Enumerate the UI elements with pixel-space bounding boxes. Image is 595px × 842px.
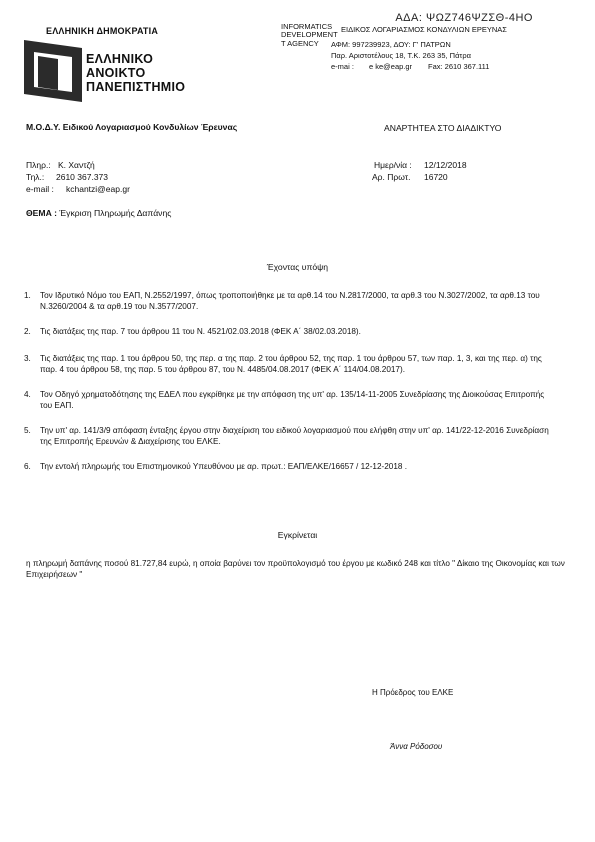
info-value: Κ. Χαντζή [58, 160, 95, 170]
department-title: Μ.Ο.Δ.Υ. Ειδικού Λογαριασμού Κονδυλίων Έρευνας [26, 122, 238, 132]
list-item [24, 326, 554, 337]
list-item-text: Τον Ιδρυτικό Νόμο του ΕΑΠ, Ν.2552/1997, όπως τροποποιήθηκε με τα αρθ.14 του Ν.2817/2000, τα αρθ.3 του Ν.3027/2002, τα αρθ.13 του Ν.3260/2004 & τα αρθ.19 του Ν.3577/2007. [40, 291, 540, 311]
university-name [86, 52, 185, 94]
university-line-3: ΠΑΝΕΠΙΣΤΗΜΙΟ [86, 80, 186, 94]
tel-value: 2610 367.373 [56, 172, 108, 182]
ada-code: ΑΔΑ: ΨΩΖ746ΨΖΣΘ-4ΗΟ [395, 12, 533, 24]
list-item-number: 3. [24, 354, 31, 363]
list-item-text: Την εντολή πληρωμής του Επιστημονικού Υπευθύνου με αρ. πρωτ.: ΕΑΠ/ΕΛΚΕ/16657 / 12-12-2018 . [40, 462, 408, 471]
posting-notice: ΑΝΑΡΤΗΤΕΑ ΣΤΟ ΔΙΑΔΙΚΤΥΟ [384, 123, 502, 133]
protocol-value: 16720 [424, 172, 448, 182]
subject-value: Έγκριση Πληρωμής Δαπάνης [59, 208, 172, 218]
agency-email-label: e-mai : [331, 62, 354, 71]
university-line-1: ΕΛΛΗΝΙΚΟ [86, 52, 154, 66]
agency-overlay: ΕΙΔΙΚΟΣ ΛΟΓΑΡΙΑΣΜΟΣ ΚΟΝΔΥΛΙΩΝ ΕΡΕΥΝΑΣ [341, 25, 507, 34]
logo-mark-icon [24, 40, 82, 102]
considering-heading: Έχοντας υπόψη [266, 262, 329, 272]
info-label: Πληρ.: [26, 160, 51, 170]
payment-paragraph: η πληρωμή δαπάνης ποσού 81.727,84 ευρώ, η οποία βαρύνει τον προϋπολογισμό του έργου με κωδικό 248 και τίτλο " Δίκαιο της Οικονομίας και των Επιχειρήσεων " [26, 559, 565, 579]
university-line-2: ΑΝΟΙΚΤΟ [86, 66, 146, 80]
signature-title: Η Πρόεδρος του ΕΛΚΕ [372, 688, 454, 697]
list-item [24, 425, 554, 447]
list-item-number: 5. [24, 426, 31, 435]
university-logo [24, 40, 82, 102]
agency-email: e ke@eap.gr [369, 62, 413, 71]
list-item-text: Την υπ' αρ. 141/3/9 απόφαση ένταξης έργου στην διαχείριση του ειδικού λογαριασμού που ελήφθη στην υπ' αρ. 141/22-12-2016 Συνεδρίαση της Επιτροπής Ερευνών & Διαχείρισης του ΕΛΚΕ. [40, 426, 549, 446]
tel-label: Τηλ.: [26, 172, 45, 182]
list-item-number: 1. [24, 291, 31, 300]
agency-address: Παρ. Αριστοτέλους 18, Τ.Κ. 263 35, Πάτρα [331, 51, 471, 60]
list-item-number: 4. [24, 390, 31, 399]
list-item-text: Τις διατάξεις της παρ. 1 του άρθρου 50, της περ. α της παρ. 2 του άρθρου 52, της παρ. 1 του άρθρου 57, των παρ. 1, 3, και της περ. α) της παρ. 4 του άρθρου 58, της παρ. 5 του άρθρου 87, του Ν. 4485/04.08.2017 (ΦΕΚ Α΄ 114/04.08.2017). [40, 354, 542, 374]
list-item [24, 389, 554, 411]
list-item-number: 2. [24, 327, 31, 336]
agency-fax: Fax: 2610 367.111 [428, 62, 490, 71]
subject-line [26, 208, 171, 218]
signature-name: Άννα Ρόδοσου [390, 742, 443, 751]
agency-afm: ΑΦΜ: 997239923, ΔΟΥ: Γ' ΠΑΤΡΩΝ [331, 40, 451, 49]
approved-heading: Εγκρίνεται [277, 530, 318, 540]
list-item [24, 461, 554, 472]
protocol-label: Αρ. Πρωτ. [372, 172, 411, 182]
email-value: kchantzi@eap.gr [66, 184, 130, 194]
list-item [24, 353, 554, 375]
agency-line-2: DEVELOPMENT [281, 30, 338, 39]
agency-info [281, 22, 531, 72]
agency-line-1: INFORMATICS [281, 22, 333, 31]
considerations-list [24, 290, 554, 472]
government-title: ΕΛΛΗΝΙΚΗ ΔΗΜΟΚΡΑΤΙΑ [46, 26, 159, 36]
list-item-text: Τον Οδηγό χρηματοδότησης της ΕΔΕΛ που εγκρίθηκε με την απόφαση της υπ' αρ. 135/14-11-2005 Συνεδρίασης της Διοικούσας Επιτροπής του ΕΑΠ. [40, 390, 545, 410]
date-label: Ημερ/νία : [374, 160, 412, 170]
agency-line-3: T AGENCY [281, 39, 319, 48]
list-item-text: Τις διατάξεις της παρ. 7 του άρθρου 11 του Ν. 4521/02.03.2018 (ΦΕΚ Α΄ 38/02.03.2018). [40, 327, 361, 336]
email-label: e-mail : [26, 184, 54, 194]
subject-label: ΘΕΜΑ : [26, 208, 58, 218]
date-value: 12/12/2018 [424, 160, 467, 170]
list-item [24, 290, 554, 312]
list-item-number: 6. [24, 462, 31, 471]
